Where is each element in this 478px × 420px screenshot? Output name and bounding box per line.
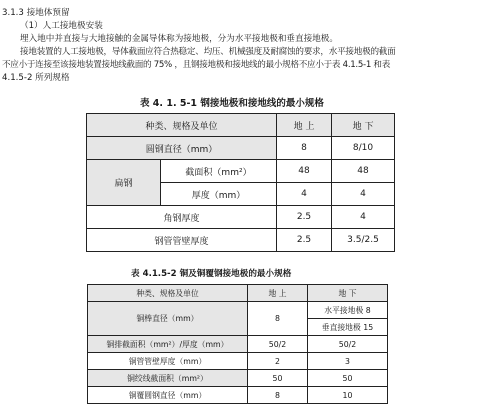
table1-header-above: 地 上 (277, 114, 332, 137)
pipe-wall-above: 2.5 (277, 229, 332, 252)
table1-header-below: 地 下 (332, 114, 395, 137)
flat-thickness-above: 4 (277, 183, 332, 206)
table1-header-row (87, 114, 395, 137)
copper-rod-above: 8 (248, 302, 308, 336)
copper-tube-below: 3 (308, 353, 388, 370)
table2-caption: 表 4.1.5-2 铜及铜覆钢接地极的最小规格 (131, 269, 292, 279)
table-row (88, 387, 388, 404)
copper-tube-above: 2 (248, 353, 308, 370)
pipe-wall-below: 3.5/2.5 (332, 229, 395, 252)
table-row (87, 160, 395, 183)
table-row (88, 353, 388, 370)
copper-rod-below-vertical: 垂直接地极 15 (308, 319, 388, 336)
angle-thickness-below: 4 (332, 206, 395, 229)
table1-caption: 表 4. 1. 5-1 钢接地极和接地线的最小规格 (140, 98, 324, 109)
table-row (88, 370, 388, 387)
flat-area-label: 截面积（mm²） (161, 160, 277, 183)
copper-rod-label: 铜棒直径（mm） (88, 302, 248, 336)
table2-header-type: 种类、规格及单位 (88, 285, 248, 302)
table-row (88, 302, 388, 319)
round-diameter-below: 8/10 (332, 137, 395, 160)
round-diameter-above: 8 (277, 137, 332, 160)
table-row (88, 336, 388, 353)
flat-thickness-label: 厚度（mm） (161, 183, 277, 206)
copper-rod-below-horizontal: 水平接地极 8 (308, 302, 388, 319)
clad-round-above: 8 (248, 387, 308, 404)
clad-round-below: 10 (308, 387, 388, 404)
paragraph-1: 埋入地中并直接与大地接触的金属导体称为接地极，分为水平接地极和垂直接地极。 (20, 34, 338, 44)
table-row (87, 137, 395, 160)
table-row (87, 206, 395, 229)
pipe-wall-label: 钢管管壁厚度 (87, 229, 277, 252)
paragraph-2-line-3: 4.1.5-2 所列规格 (2, 73, 70, 83)
paragraph-2-line-1: 接地装置的人工接地极，导体截面应符合热稳定、均压、机械强度及耐腐蚀的要求，水平接地极的截面 (20, 47, 396, 57)
table2-header-row (88, 285, 388, 302)
angle-thickness-label: 角钢厚度 (87, 206, 277, 229)
copper-strand-label: 铜绞线截面积（mm²） (88, 370, 248, 387)
paragraph-2-line-2: 不应小于连接至该接地装置接地线截面的 75% ，且钢接地极和接地线的最小规格不应小于表 4.1.5-1 和表 (2, 60, 391, 70)
table2-copper-min-spec (87, 284, 388, 404)
copper-tube-label: 铜管管壁厚度（mm） (88, 353, 248, 370)
angle-thickness-above: 2.5 (277, 206, 332, 229)
table-row (87, 229, 395, 252)
table1-header-type: 种类、规格及单位 (87, 114, 277, 137)
copper-bar-below: 50/2 (308, 336, 388, 353)
round-diameter-label: 圆钢直径（mm） (87, 137, 277, 160)
clad-round-label: 铜覆圆钢直径（mm） (88, 387, 248, 404)
copper-strand-above: 50 (248, 370, 308, 387)
section-heading: 3.1.3 接地体预留 (2, 8, 70, 18)
flat-steel-label: 扁钢 (87, 160, 161, 206)
table2-header-below: 地 下 (308, 285, 388, 302)
subsection-heading: （1）人工接地极安装 (20, 21, 103, 31)
copper-strand-below: 50 (308, 370, 388, 387)
flat-thickness-below: 4 (332, 183, 395, 206)
table1-steel-min-spec (86, 113, 395, 252)
table2-header-above: 地 上 (248, 285, 308, 302)
flat-area-below: 48 (332, 160, 395, 183)
copper-bar-label: 铜排截面积（mm²）/厚度（mm） (88, 336, 248, 353)
flat-area-above: 48 (277, 160, 332, 183)
copper-bar-above: 50/2 (248, 336, 308, 353)
